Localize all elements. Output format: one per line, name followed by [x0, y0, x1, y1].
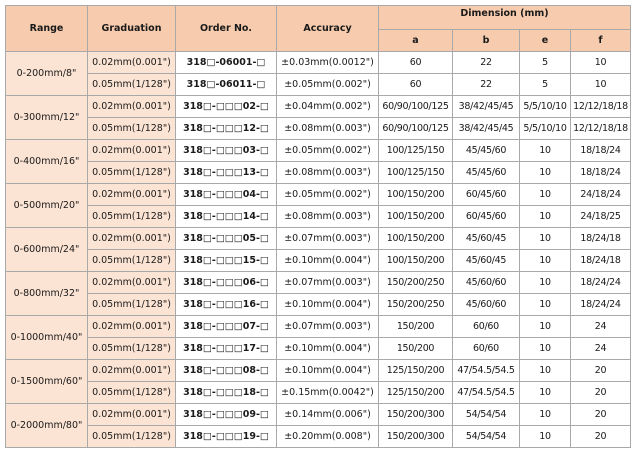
- dimension-a-cell: 150/200/250: [379, 294, 453, 316]
- order-no-cell: 318□-□□□06-□: [176, 272, 277, 294]
- accuracy-cell: ±0.05mm(0.002"): [277, 184, 379, 206]
- dimension-f-cell: 18/24/24: [571, 294, 631, 316]
- dimension-e-cell: 5: [520, 74, 571, 96]
- order-no-cell: 318□-□□□05-□: [176, 228, 277, 250]
- header-row-top: [6, 6, 631, 30]
- range-cell: 0-2000mm/80": [6, 404, 88, 448]
- order-no-cell: 318□-□□□08-□: [176, 360, 277, 382]
- dimension-e-cell: 10: [520, 316, 571, 338]
- accuracy-cell: ±0.10mm(0.004"): [277, 338, 379, 360]
- dimension-f-cell: 20: [571, 404, 631, 426]
- table-row: [6, 404, 631, 426]
- table-row: [6, 272, 631, 294]
- accuracy-cell: ±0.04mm(0.002"): [277, 96, 379, 118]
- table-row: [6, 96, 631, 118]
- order-no-header: Order No.: [176, 6, 277, 52]
- dimension-b-cell: 22: [453, 52, 520, 74]
- accuracy-cell: ±0.10mm(0.004"): [277, 250, 379, 272]
- graduation-cell: 0.05mm(1/128"): [88, 250, 176, 272]
- dimension-a-cell: 100/125/150: [379, 162, 453, 184]
- specification-body: [6, 52, 631, 448]
- table-row: [6, 74, 631, 96]
- dimension-b-cell: 45/45/60: [453, 162, 520, 184]
- accuracy-cell: ±0.03mm(0.0012"): [277, 52, 379, 74]
- order-no-cell: 318□-□□□17-□: [176, 338, 277, 360]
- graduation-cell: 0.05mm(1/128"): [88, 206, 176, 228]
- table-row: [6, 184, 631, 206]
- graduation-cell: 0.05mm(1/128"): [88, 162, 176, 184]
- order-no-cell: 318□-□□□09-□: [176, 404, 277, 426]
- dimension-e-cell: 5: [520, 52, 571, 74]
- table-row: [6, 162, 631, 184]
- dimension-a-cell: 60/90/100/125: [379, 96, 453, 118]
- graduation-cell: 0.05mm(1/128"): [88, 118, 176, 140]
- range-cell: 0-300mm/12": [6, 96, 88, 140]
- dimension-b-cell: 45/60/60: [453, 294, 520, 316]
- dimension-b-cell: 60/45/60: [453, 206, 520, 228]
- order-no-cell: 318□-□□□12-□: [176, 118, 277, 140]
- graduation-cell: 0.02mm(0.001"): [88, 184, 176, 206]
- table-row: [6, 382, 631, 404]
- dimension-e-cell: 10: [520, 206, 571, 228]
- dimension-e-cell: 10: [520, 338, 571, 360]
- range-cell: 0-800mm/32": [6, 272, 88, 316]
- order-no-cell: 318□-□□□13-□: [176, 162, 277, 184]
- graduation-cell: 0.02mm(0.001"): [88, 96, 176, 118]
- dimension-a-cell: 150/200: [379, 316, 453, 338]
- table-row: [6, 52, 631, 74]
- accuracy-cell: ±0.10mm(0.004"): [277, 360, 379, 382]
- dimension-f-cell: 24/18/24: [571, 184, 631, 206]
- range-cell: 0-200mm/8": [6, 52, 88, 96]
- order-no-cell: 318□-□□□18-□: [176, 382, 277, 404]
- range-cell: 0-500mm/20": [6, 184, 88, 228]
- dimension-f-cell: 24: [571, 338, 631, 360]
- table-row: [6, 140, 631, 162]
- accuracy-cell: ±0.10mm(0.004"): [277, 294, 379, 316]
- table-row: [6, 118, 631, 140]
- table-row: [6, 426, 631, 448]
- dimension-e-cell: 10: [520, 250, 571, 272]
- graduation-cell: 0.05mm(1/128"): [88, 338, 176, 360]
- dimension-header: Dimension (mm): [379, 6, 631, 30]
- graduation-cell: 0.05mm(1/128"): [88, 74, 176, 96]
- dimension-b-cell: 45/60/45: [453, 228, 520, 250]
- accuracy-cell: ±0.07mm(0.003"): [277, 272, 379, 294]
- dimension-f-cell: 10: [571, 74, 631, 96]
- accuracy-cell: ±0.15mm(0.0042"): [277, 382, 379, 404]
- graduation-cell: 0.02mm(0.001"): [88, 360, 176, 382]
- accuracy-cell: ±0.08mm(0.003"): [277, 162, 379, 184]
- dimension-f-cell: 18/18/24: [571, 162, 631, 184]
- accuracy-header: Accuracy: [277, 6, 379, 52]
- dimension-a-cell: 100/150/200: [379, 228, 453, 250]
- order-no-cell: 318□-□□□16-□: [176, 294, 277, 316]
- dimension-e-cell: 10: [520, 272, 571, 294]
- dimension-e-cell: 10: [520, 140, 571, 162]
- order-no-cell: 318□-□□□07-□: [176, 316, 277, 338]
- range-cell: 0-400mm/16": [6, 140, 88, 184]
- dimension-e-cell: 10: [520, 426, 571, 448]
- accuracy-cell: ±0.14mm(0.006"): [277, 404, 379, 426]
- dimension-f-cell: 18/24/24: [571, 272, 631, 294]
- table-row: [6, 228, 631, 250]
- dimension-a-cell: 150/200/250: [379, 272, 453, 294]
- dimension-b-cell: 60/60: [453, 316, 520, 338]
- table-row: [6, 206, 631, 228]
- graduation-cell: 0.05mm(1/128"): [88, 294, 176, 316]
- range-header: Range: [6, 6, 88, 52]
- dimension-a-cell: 100/150/200: [379, 184, 453, 206]
- graduation-cell: 0.05mm(1/128"): [88, 426, 176, 448]
- dimension-e-cell: 10: [520, 294, 571, 316]
- table-row: [6, 294, 631, 316]
- dimension-e-cell: 5/5/10/10: [520, 118, 571, 140]
- dimension-a-cell: 150/200/300: [379, 426, 453, 448]
- graduation-cell: 0.02mm(0.001"): [88, 52, 176, 74]
- accuracy-cell: ±0.07mm(0.003"): [277, 316, 379, 338]
- dimension-a-cell: 150/200: [379, 338, 453, 360]
- dimension-e-cell: 10: [520, 228, 571, 250]
- dimension-b-cell: 47/54.5/54.5: [453, 360, 520, 382]
- range-cell: 0-600mm/24": [6, 228, 88, 272]
- graduation-cell: 0.02mm(0.001"): [88, 228, 176, 250]
- dimension-f-cell: 24: [571, 316, 631, 338]
- table-row: [6, 316, 631, 338]
- order-no-cell: 318□-06011-□: [176, 74, 277, 96]
- dimension-a-cell: 125/150/200: [379, 360, 453, 382]
- graduation-cell: 0.02mm(0.001"): [88, 140, 176, 162]
- accuracy-cell: ±0.07mm(0.003"): [277, 228, 379, 250]
- dimension-f-cell: 20: [571, 382, 631, 404]
- dimension-f-header: f: [571, 30, 631, 52]
- dimension-a-cell: 150/200/300: [379, 404, 453, 426]
- dimension-f-cell: 12/12/18/18: [571, 118, 631, 140]
- accuracy-cell: ±0.08mm(0.003"): [277, 206, 379, 228]
- dimension-e-header: e: [520, 30, 571, 52]
- table-row: [6, 250, 631, 272]
- range-cell: 0-1500mm/60": [6, 360, 88, 404]
- graduation-cell: 0.05mm(1/128"): [88, 382, 176, 404]
- dimension-f-cell: 12/12/18/18: [571, 96, 631, 118]
- range-cell: 0-1000mm/40": [6, 316, 88, 360]
- dimension-b-cell: 60/45/60: [453, 184, 520, 206]
- dimension-e-cell: 10: [520, 162, 571, 184]
- dimension-f-cell: 18/24/18: [571, 250, 631, 272]
- dimension-b-cell: 45/45/60: [453, 140, 520, 162]
- dimension-f-cell: 24/18/25: [571, 206, 631, 228]
- dimension-a-header: a: [379, 30, 453, 52]
- dimension-e-cell: 10: [520, 184, 571, 206]
- accuracy-cell: ±0.08mm(0.003"): [277, 118, 379, 140]
- dimension-e-cell: 5/5/10/10: [520, 96, 571, 118]
- accuracy-cell: ±0.20mm(0.008"): [277, 426, 379, 448]
- dimension-e-cell: 10: [520, 360, 571, 382]
- order-no-cell: 318□-□□□14-□: [176, 206, 277, 228]
- dimension-f-cell: 18/18/24: [571, 140, 631, 162]
- dimension-b-cell: 60/60: [453, 338, 520, 360]
- dimension-f-cell: 18/24/18: [571, 228, 631, 250]
- dimension-e-cell: 10: [520, 404, 571, 426]
- dimension-b-cell: 47/54.5/54.5: [453, 382, 520, 404]
- dimension-a-cell: 60: [379, 74, 453, 96]
- dimension-b-cell: 22: [453, 74, 520, 96]
- dimension-b-cell: 38/42/45/45: [453, 96, 520, 118]
- dimension-e-cell: 10: [520, 382, 571, 404]
- dimension-f-cell: 10: [571, 52, 631, 74]
- order-no-cell: 318□-□□□04-□: [176, 184, 277, 206]
- order-no-cell: 318□-□□□03-□: [176, 140, 277, 162]
- accuracy-cell: ±0.05mm(0.002"): [277, 74, 379, 96]
- dimension-b-cell: 45/60/60: [453, 272, 520, 294]
- dimension-f-cell: 20: [571, 426, 631, 448]
- graduation-header: Graduation: [88, 6, 176, 52]
- graduation-cell: 0.02mm(0.001"): [88, 316, 176, 338]
- dimension-b-header: b: [453, 30, 520, 52]
- graduation-cell: 0.02mm(0.001"): [88, 272, 176, 294]
- dimension-a-cell: 125/150/200: [379, 382, 453, 404]
- dimension-b-cell: 45/60/45: [453, 250, 520, 272]
- dimension-b-cell: 54/54/54: [453, 426, 520, 448]
- dimension-a-cell: 100/125/150: [379, 140, 453, 162]
- dimension-a-cell: 100/150/200: [379, 206, 453, 228]
- graduation-cell: 0.02mm(0.001"): [88, 404, 176, 426]
- dimension-a-cell: 60/90/100/125: [379, 118, 453, 140]
- dimension-f-cell: 20: [571, 360, 631, 382]
- table-row: [6, 338, 631, 360]
- dimension-b-cell: 38/42/45/45: [453, 118, 520, 140]
- dimension-b-cell: 54/54/54: [453, 404, 520, 426]
- table-row: [6, 360, 631, 382]
- dimension-a-cell: 60: [379, 52, 453, 74]
- order-no-cell: 318□-□□□02-□: [176, 96, 277, 118]
- order-no-cell: 318□-06001-□: [176, 52, 277, 74]
- order-no-cell: 318□-□□□19-□: [176, 426, 277, 448]
- dimension-a-cell: 100/150/200: [379, 250, 453, 272]
- order-no-cell: 318□-□□□15-□: [176, 250, 277, 272]
- specification-table: [5, 5, 631, 448]
- accuracy-cell: ±0.05mm(0.002"): [277, 140, 379, 162]
